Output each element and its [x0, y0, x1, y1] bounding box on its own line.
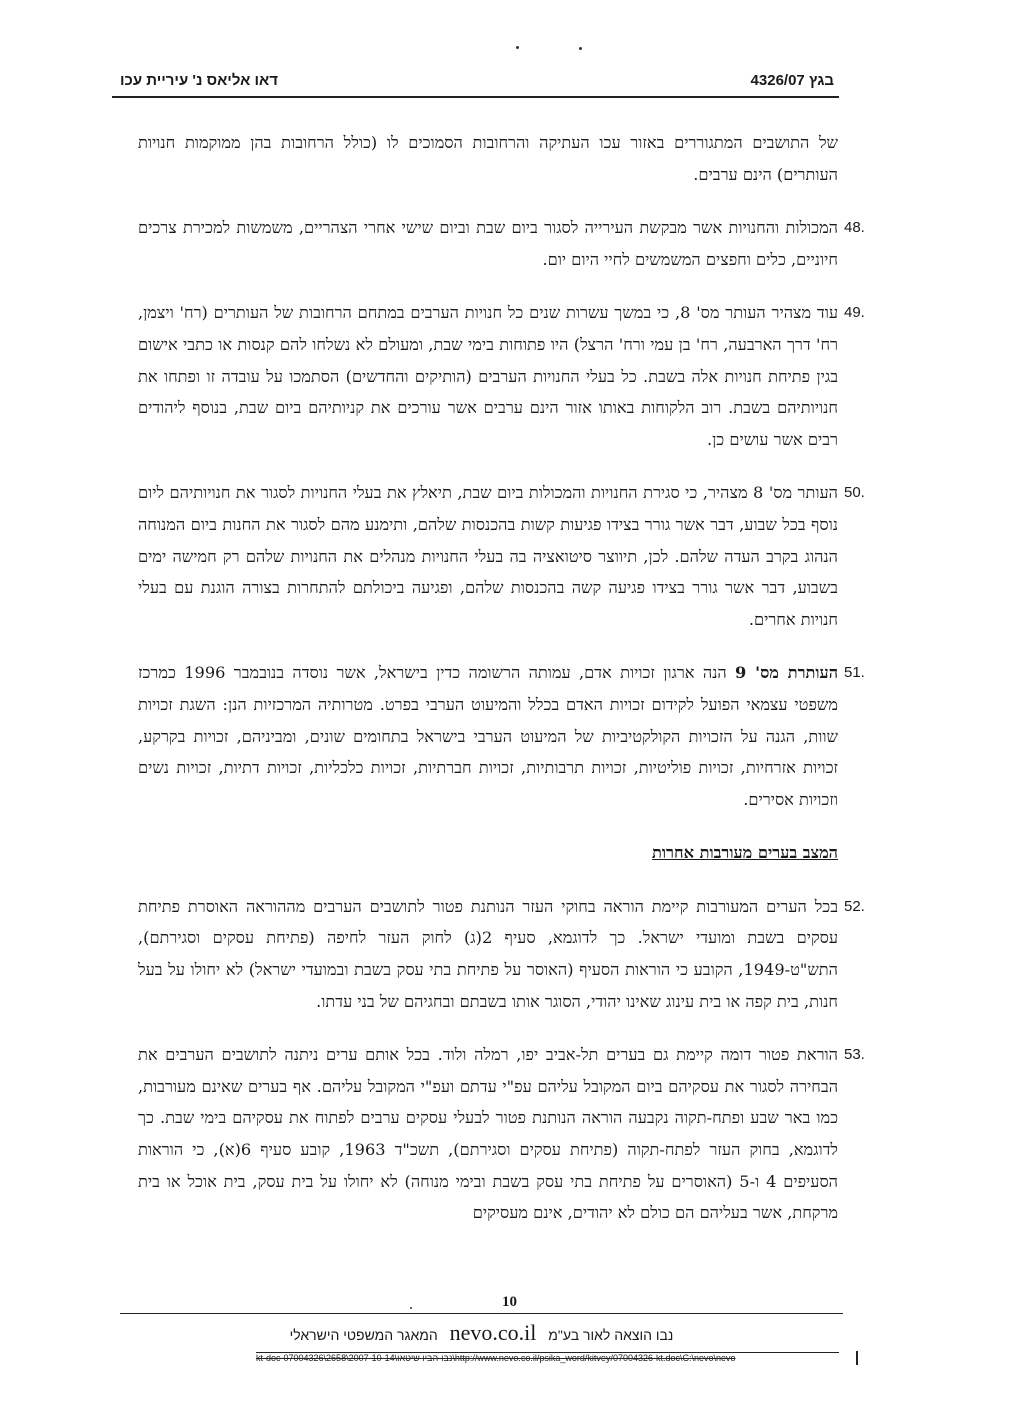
publisher-name: נבו הוצאה לאור בע"מ [548, 1327, 674, 1343]
case-number: בגץ 4326/07 [750, 72, 834, 89]
header-divider [112, 96, 839, 98]
paragraph-text: הוראת פטור דומה קיימת גם בערים תל-אביב יפו, רמלה ולוד. בכל אותם ערים ניתנה לתושבים הערבים את הבחירה לסגור את עסקיהם ביום המקובל עליהם עפ"י עדתם ועפ"י המקובל עליהם. אף בערים שאינם מעורבות, כמו באר שבע ופתח-תקוה נקבעה הוראה הנותנת פטור לבעלי עסקים ערבים לפתוח את עסקיהם בימי שבת. כך לדוגמא, בחוק העזר לפתח-תקוה (פתיחת עסקים וסגירתם), תשכ"ד 1963, קובע סעיף 6(א), כי הוראות הסעיפים 4 ו-5 (האוסרים על פתיחת בתי עסק בשבת ובימי מנוחה) לא יחולו על בית עסק, בית אוכל או בית מרקחת, אשר בעליהם הם כולם לא יהודים, אינם מעסיקים [138, 1045, 838, 1223]
paragraph-48 [138, 212, 865, 275]
paragraph-number: 52. [844, 897, 865, 915]
paragraph-number: 51. [844, 664, 865, 682]
scan-speck [516, 46, 519, 49]
scan-speck [579, 47, 582, 50]
document-path: kt-doc-07004326\2658\2007-10-14\נבו-הביו שיטאו\http://www.nevo.co.il/psika_word/kitvey/07004326-kt.doc\C:\nevo\nevo [256, 1353, 736, 1363]
paragraph-text: העותר מס' 8 מצהיר, כי סגירת החנויות והמכולות ביום שבת, תיאלץ את בעלי החנויות לסגור את חנויותיהם ליום נוסף בכל שבוע, דבר אשר גורר בצידו פגיעות קשות בהכנסות שלהם, ותימנע מהם לסגור את החנות ביום המנוחה הנהוג בקרב העדה שלהם. לכן, תיווצר סיטואציה בה בעלי החנויות מנהלים את החנויות שלהם רק חמישה ימים בשבוע, דבר אשר גורר בצידו פגיעה קשה בהכנסות שלהם, ופגיעה ביכולתם להתחרות בצורה הוגנת עם בעלי חנויות אחרים. [138, 483, 838, 629]
paragraph [138, 127, 838, 190]
paragraph-number: 48. [844, 219, 865, 237]
page-number: 10 [502, 1294, 517, 1310]
paragraph-number: 49. [844, 304, 865, 322]
paragraph-lead: העותרת מס' 9 [735, 663, 839, 683]
page-footer [120, 1320, 843, 1350]
site-link[interactable]: nevo.co.il [449, 1320, 537, 1345]
paragraph-50 [138, 477, 865, 635]
paragraph-text: עוד מצהיר העותר מס' 8, כי במשך עשרות שנים כל חנויות הערבים במתחם הרחובות של העותרים (רח' ויצמן, רח' דרך הארבעה, רח' בן עמי ורח' הרצל) היו פתוחות בימי שבת, ומעולם לא נשלחו להם קנסות או כתבי אישום בגין פתיחת חנויות אלה בשבת. כל בעלי החנויות הערבים (הותיקים והחדשים) הסתמכו על עובדה זו ופתחו את חנויותיהם בשבת. רוב הלקוחות באותו אזור הינם ערבים אשר עורכים את קניותיהם ביום שבת, בנוסף ליהודים רבים אשר עושים כן. [138, 303, 838, 449]
paragraph-text: בכל הערים המעורבות קיימת הוראה בחוקי העזר הנותנת פטור לתושבים הערבים מההוראה האוסרת פתיחת עסקים בשבת ומועדי ישראל. כך לדוגמא, סעיף 2(ג) לחוק העזר לחיפה (פתיחת עסקים וסגירתם), התש"ט-1949, הקובע כי הוראות הסעיף (האוסר על פתיחת בתי עסק בשבת ובמועדי ישראל) לא יחולו על בעל חנות, בית קפה או בית עינוג שאינו יהודי, הסוגר אותו בשבתם ובחגיהם של בני עדתו. [138, 896, 838, 1011]
paragraph-body: הנה ארגון זכויות אדם, עמותה הרשומה כדין בישראל, אשר נוסדה בנובמבר 1996 כמרכז משפטי עצמאי הפועל לקידום זכויות האדם בכלל והמיעוט הערבי בפרט. מטרותיה המרכזיות הנן: השגת זכויות שוות, הגנה על הזכויות הקולקטיביות של המיעוט הערבי בישראל בתחומים שונים, ומביניהם, זכויות בקרקע, זכויות אזרחיות, זכויות פוליטיות, זכויות תרבותיות, זכויות חברתיות, זכויות כלכליות, זכויות דתיות, זכויות נשים וזכויות אסירים. [138, 663, 838, 809]
page-header [120, 72, 834, 96]
paragraph-number: 53. [844, 1046, 865, 1064]
paragraph-53 [138, 1039, 865, 1229]
paragraph-text: המכולות והחנויות אשר מבקשת העירייה לסגור ביום שבת וביום שישי אחרי הצהריים, משמשות למכירת צרכים חיוניים, כלים וחפצים המשמשים לחיי היום יום. [138, 218, 838, 269]
paragraph-51 [138, 657, 865, 815]
section-heading: המצב בערים מעורבות אחרות [652, 843, 838, 863]
paragraph-49 [138, 297, 865, 455]
paragraph-number: 50. [844, 484, 865, 502]
margin-mark [856, 1351, 858, 1365]
paragraph-52 [138, 891, 865, 1017]
paragraph-text: של התושבים המתגוררים באזור עכו העתיקה והרחובות הסמוכים לו (כולל הרחובות בהן ממוקמות חנויות העותרים) הינם ערבים. [138, 133, 838, 184]
footer-divider [120, 1313, 843, 1314]
paragraph-text [138, 657, 838, 815]
database-name: המאגר המשפטי הישראלי [289, 1327, 438, 1343]
case-parties: דאו אליאס נ' עיריית עכו [120, 72, 278, 89]
document-body [138, 127, 865, 1251]
